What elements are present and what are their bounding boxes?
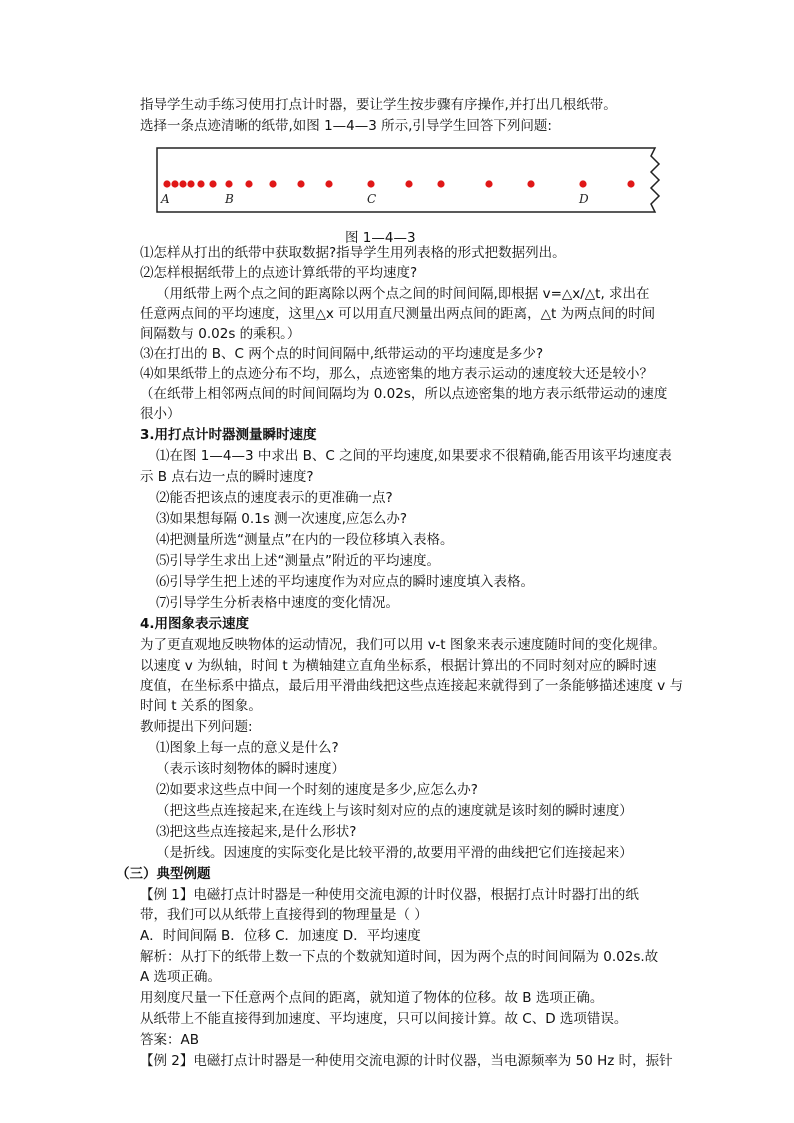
text-line: 【例 1】电磁打点计时器是一种使用交流电源的计时仪器，根据打点计时器打出的纸 xyxy=(140,887,639,903)
text-line: ⑵怎样根据纸带上的点迹计算纸带的平均速度? xyxy=(140,265,418,281)
text-line: ⑶把这些点连接起来,是什么形状? xyxy=(156,824,357,840)
tape-dot xyxy=(367,180,374,187)
tape-dot xyxy=(269,180,276,187)
text-line: 示 B 点右边一点的瞬时速度? xyxy=(140,469,314,485)
text-line: ⑷如果纸带上的点迹分布不均，那么，点迹密集的地方表示运动的速度较大还是较小？ xyxy=(140,366,653,382)
tape-dot xyxy=(171,180,178,187)
text-line: ⑶如果想每隔 0.1s 测一次速度,应怎么办? xyxy=(156,511,408,527)
text-line: 度值，在坐标系中描点，最后用平滑曲线把这些点连接起来就得到了一条能够描述速度 v 与 xyxy=(140,678,684,694)
tape-dot xyxy=(163,180,170,187)
section-heading: （三）典型例题 xyxy=(116,866,211,882)
text-line: （把这些点连接起来,在连线上与该时刻对应的点的速度就是该时刻的瞬时速度） xyxy=(156,803,633,819)
text-line: 间隔数与 0.02s 的乘积。） xyxy=(140,326,301,342)
text-line: 指导学生动手练习使用打点计时器，要让学生按步骤有序操作,并打出几根纸带。 xyxy=(140,97,617,113)
text-line: 解析：从打下的纸带上数一下点的个数就知道时间，因为两个点的时间间隔为 0.02s.故 xyxy=(140,949,659,965)
text-line: ⑴怎样从打出的纸带中获取数据?指导学生用列表格的形式把数据列出。 xyxy=(140,245,566,261)
text-line: 【例 2】电磁打点计时器是一种使用交流电源的计时仪器，当电源频率为 50 Hz 时，振针 xyxy=(140,1053,673,1069)
text-line: 很小） xyxy=(140,406,181,422)
tape-point-label: D xyxy=(579,192,589,206)
text-line: ⑶在打出的 B、C 两个点的时间间隔中,纸带运动的平均速度是多少? xyxy=(140,346,544,362)
text-line: ⑺引导学生分析表格中速度的变化情况。 xyxy=(156,595,399,611)
tape-dot xyxy=(579,180,586,187)
text-line: 以速度 v 为纵轴，时间 t 为横轴建立直角坐标系，根据计算出的不同时刻对应的瞬时速 xyxy=(140,658,657,674)
text-line: 为了更直观地反映物体的运动情况，我们可以用 v-t 图象来表示速度随时间的变化规律。 xyxy=(140,637,666,653)
tape-dot xyxy=(297,180,304,187)
text-line: 时间 t 关系的图象。 xyxy=(140,698,262,714)
tape-dot xyxy=(209,180,216,187)
text-line: （在纸带上相邻两点间的时间间隔均为 0.02s，所以点迹密集的地方表示纸带运动的速度 xyxy=(140,386,668,402)
tape-dot xyxy=(405,180,412,187)
text-line: ⑵如要求这些点中间一个时刻的速度是多少,应怎么办? xyxy=(156,782,478,798)
text-line: 教师提出下列问题: xyxy=(140,719,253,735)
tape-point-label: B xyxy=(225,192,234,206)
paper-tape-figure xyxy=(155,146,665,216)
text-line: （用纸带上两个点之间的距离除以两个点之间的时间间隔,即根据 v=△x/△t, 求出在 xyxy=(156,286,650,302)
text-line: 从纸带上不能直接得到加速度、平均速度，只可以间接计算。故 C、D 选项错误。 xyxy=(140,1011,628,1027)
text-line: 选择一条点迹清晰的纸带,如图 1—4—3 所示,引导学生回答下列问题: xyxy=(140,118,552,134)
tape-dot xyxy=(245,180,252,187)
text-line: A．时间间隔 B．位移 C．加速度 D．平均速度 xyxy=(140,928,421,944)
figure-caption: 图 1—4—3 xyxy=(345,230,416,246)
tape-dot xyxy=(225,180,232,187)
text-line: （表示该时刻物体的瞬时速度） xyxy=(156,761,345,777)
text-line: 答案：AB xyxy=(140,1032,199,1048)
text-line: 任意两点间的平均速度，这里△x 可以用直尺测量出两点间的距离，△t 为两点间的时间 xyxy=(140,306,656,322)
text-line: ⑸引导学生求出上述“测量点”附近的平均速度。 xyxy=(156,553,440,569)
tape-dot xyxy=(437,180,444,187)
text-line: （是折线。因速度的实际变化是比较平滑的,故要用平滑的曲线把它们连接起来） xyxy=(156,845,633,861)
text-line: ⑴图象上每一点的意义是什么? xyxy=(156,740,339,756)
tape-dot xyxy=(527,180,534,187)
text-line: ⑷把测量所选“测量点”在内的一段位移填入表格。 xyxy=(156,532,454,548)
tape-dot xyxy=(197,180,204,187)
text-line: ⑴在图 1—4—3 中求出 B、C 之间的平均速度,如果要求不很精确,能否用该平均速度表 xyxy=(156,448,672,464)
tape-dot xyxy=(325,180,332,187)
section-heading: 4.用图象表示速度 xyxy=(140,616,250,632)
text-line: ⑹引导学生把上述的平均速度作为对应点的瞬时速度填入表格。 xyxy=(156,574,534,590)
section-heading: 3.用打点计时器测量瞬时速度 xyxy=(140,427,317,443)
text-line: 用刻度尺量一下任意两个点间的距离，就知道了物体的位移。故 B 选项正确。 xyxy=(140,990,604,1006)
tape-dot xyxy=(627,180,634,187)
tape-dot xyxy=(179,180,186,187)
tape-point-label: C xyxy=(367,192,377,206)
tape-point-label: A xyxy=(161,192,170,206)
text-line: A 选项正确。 xyxy=(140,969,222,985)
text-line: ⑵能否把该点的速度表示的更准确一点? xyxy=(156,490,393,506)
text-line: 带，我们可以从纸带上直接得到的物理量是（ ） xyxy=(140,907,428,923)
tape-dot xyxy=(485,180,492,187)
tape-dot xyxy=(187,180,194,187)
